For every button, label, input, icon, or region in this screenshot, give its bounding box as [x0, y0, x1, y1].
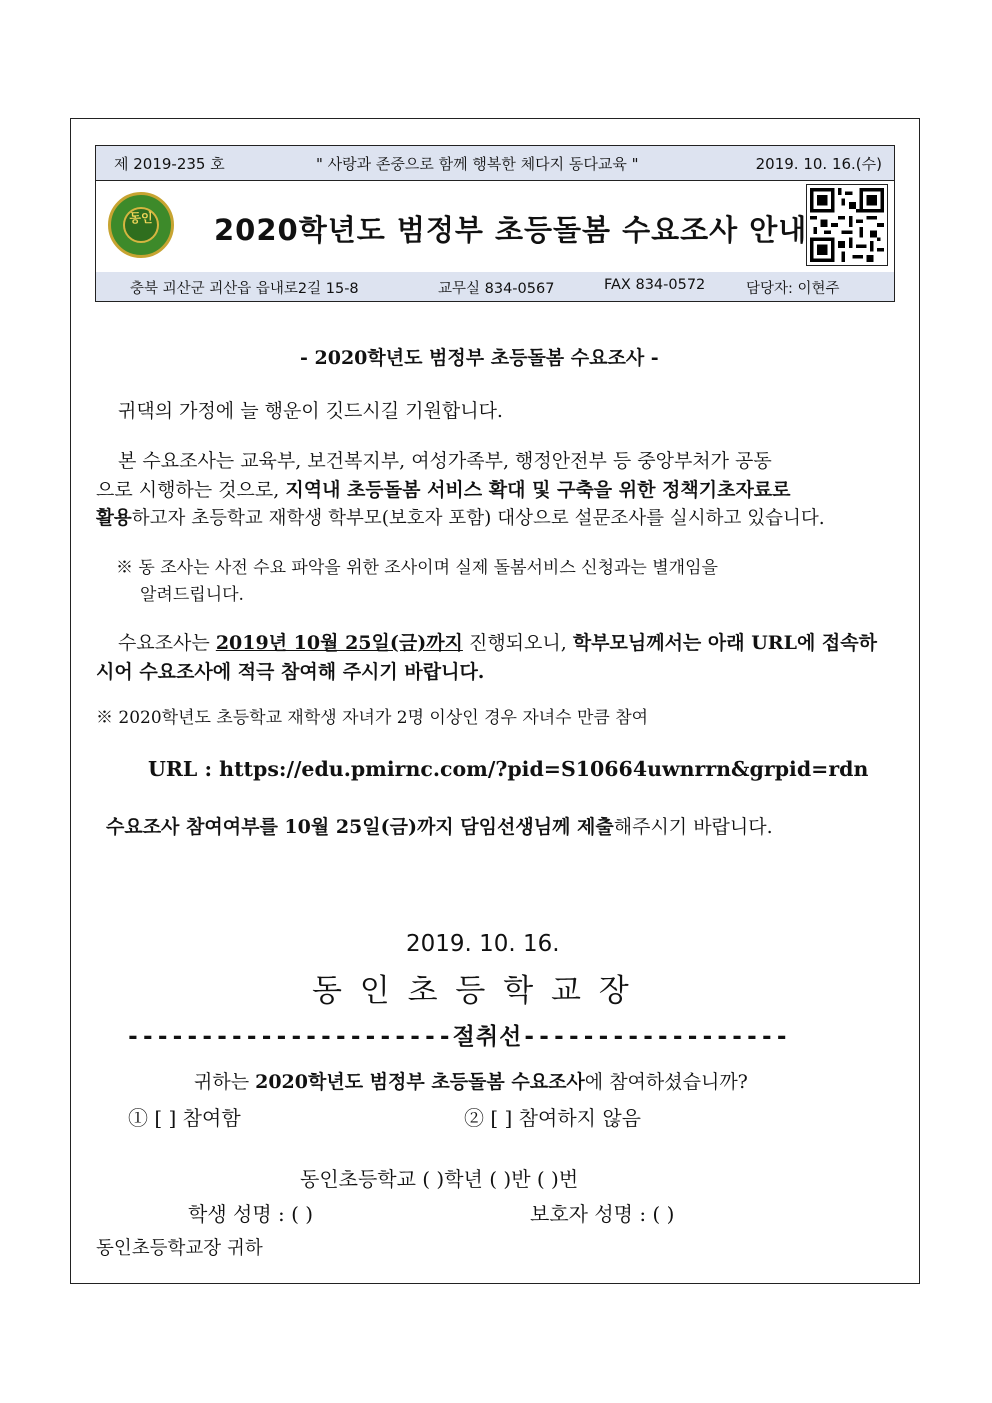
principal-title: 동 인 초 등 학 교 장 [312, 973, 633, 1009]
url-line [148, 757, 868, 781]
signature-date: 2019. 10. 16. [406, 931, 560, 957]
p2-l1-plain: 수요조사는 [118, 632, 216, 654]
office-phone: 교무실 834-0567 [438, 281, 555, 297]
paragraph-1-line-3 [96, 504, 825, 530]
p1-l3-plain: 하고자 초등학교 재학생 학부모(보호자 포함) 대상으로 설문조사를 실시하고 있습니다. [131, 508, 825, 529]
note-2: ※ 2020학년도 초등학교 재학생 자녀가 2명 이상인 경우 자녀수 만큼 참여 [96, 708, 649, 728]
note-1-line-2: 알려드립니다. [140, 585, 244, 605]
school-emblem-icon [108, 192, 174, 258]
question-bold: 2020학년도 범정부 초등돌봄 수요조사 [255, 1071, 585, 1093]
p1-l3-bold: 활용 [96, 508, 132, 529]
letterhead [95, 145, 895, 302]
page-title: 2020학년도 범정부 초등돌봄 수요조사 안내 [214, 213, 808, 247]
paragraph-1-line-2 [96, 475, 791, 502]
qr-code-icon [806, 184, 888, 266]
url-label: URL : [148, 757, 220, 781]
contact-person: 담당자: 이현주 [746, 281, 840, 297]
p1-l2-plain: 으로 시행하는 것으로, [96, 479, 286, 501]
emblem-text: 동인 [123, 207, 159, 243]
letterhead-title-row [96, 180, 894, 273]
submit-instruction [106, 812, 773, 839]
p2-l1-plain-2: 진행되오니, [462, 632, 573, 654]
school-motto: " 사랑과 존중으로 함께 행복한 체다지 동다교육 " [316, 155, 639, 173]
p2-l1-bold: 학부모님께서는 아래 URL에 접속하 [572, 632, 877, 654]
submit-bold: 수요조사 참여여부를 10월 25일(금)까지 담임선생님께 제출 [106, 816, 614, 838]
option-not-participated[interactable]: ② [ ] 참여하지 않음 [464, 1106, 641, 1130]
class-info-line[interactable]: 동인초등학교 ( )학년 ( )반 ( )번 [300, 1167, 579, 1191]
greeting-text: 귀댁의 가정에 늘 행운이 깃드시길 기원합니다. [118, 400, 503, 422]
school-address: 충북 괴산군 괴산읍 읍내로2길 15-8 [130, 281, 359, 297]
letterhead-top-bar [96, 146, 894, 181]
addressee: 동인초등학교장 귀하 [96, 1238, 263, 1259]
paragraph-2-line-2: 시어 수요조사에 적극 참여해 주시기 바랍니다. [96, 661, 485, 683]
section-subtitle: - 2020학년도 범정부 초등돌봄 수요조사 - [300, 347, 659, 369]
slip-question [194, 1067, 748, 1094]
note-1-line-1: ※ 동 조사는 사전 수요 파악을 위한 조사이며 실제 돌봄서비스 신청과는 별개임을 [116, 558, 718, 578]
doc-date: 2019. 10. 16.(수) [755, 155, 882, 173]
deadline-text: 2019년 10월 25일(금)까지 [215, 632, 463, 654]
option-participated[interactable]: ① [ ] 참여함 [128, 1106, 241, 1130]
paragraph-1-line-1: 본 수요조사는 교육부, 보건복지부, 여성가족부, 행정안전부 등 중앙부처가 공동 [118, 450, 772, 472]
guardian-name-field[interactable]: 보호자 성명 : ( ) [530, 1202, 675, 1226]
cut-line: ----------------------절취선------------------ [126, 1024, 790, 1050]
p1-l2-bold: 지역내 초등돌봄 서비스 확대 및 구축을 위한 정책기초자료로 [285, 479, 791, 501]
student-name-field[interactable]: 학생 성명 : ( ) [188, 1202, 314, 1226]
submit-plain: 해주시기 바랍니다. [613, 816, 773, 838]
paragraph-2-line-1 [118, 628, 877, 655]
survey-url-link[interactable]: https://edu.pmirnc.com/?pid=S10664uwnrrn&grpid=rdn [219, 757, 869, 781]
question-plain: 귀하는 [194, 1071, 256, 1093]
doc-number: 제 2019-235 호 [114, 155, 225, 173]
fax-number: FAX 834-0572 [604, 277, 706, 293]
question-plain-2: 에 참여하셨습니까? [584, 1071, 748, 1093]
letterhead-contact-bar [96, 272, 894, 301]
